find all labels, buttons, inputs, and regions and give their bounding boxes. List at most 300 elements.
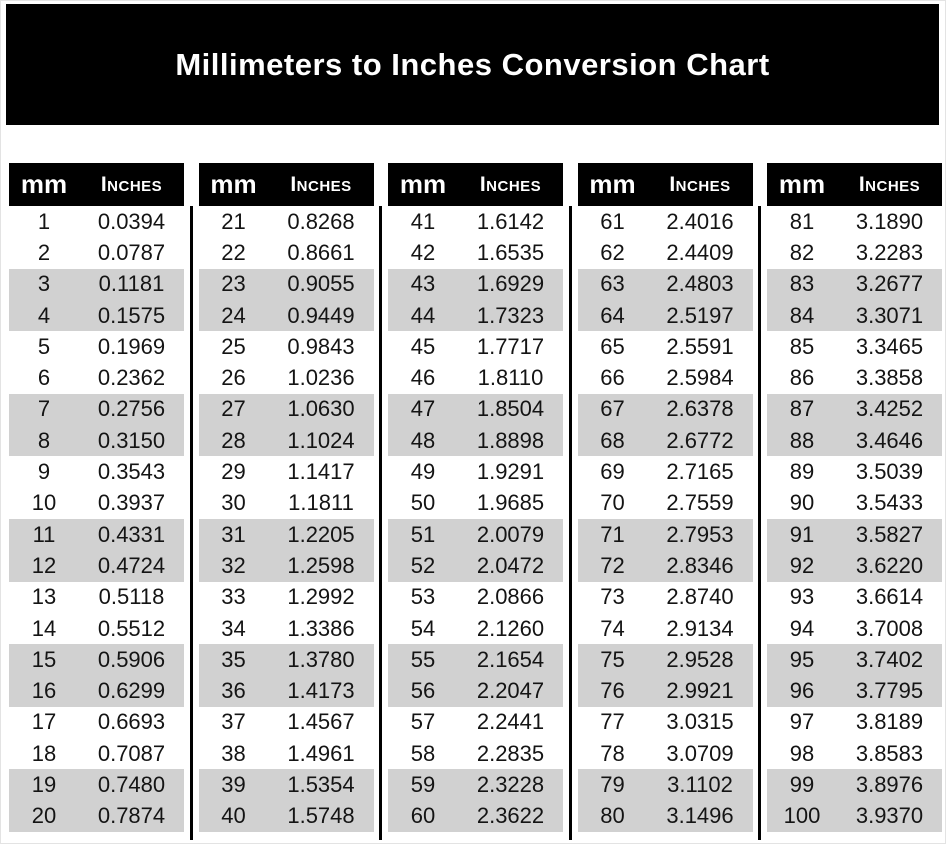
inches-value: 0.5906 (97, 646, 166, 672)
inches-value: 0.2362 (97, 365, 166, 391)
table-row (578, 425, 753, 456)
table-row (9, 269, 184, 300)
mm-value: 97 (789, 709, 815, 735)
inches-value: 2.2835 (476, 740, 545, 766)
inches-value: 1.5354 (287, 771, 355, 797)
table-rows (578, 206, 753, 832)
mm-value: 25 (221, 333, 246, 359)
mm-value: 89 (789, 459, 815, 485)
table-header (767, 163, 942, 206)
inches-value: 0.3543 (97, 459, 166, 485)
mm-value: 18 (31, 740, 57, 766)
inches-value: 2.9921 (666, 678, 734, 704)
mm-value: 12 (31, 552, 57, 578)
mm-value: 44 (410, 302, 436, 328)
table-row (199, 769, 374, 800)
table-row (388, 519, 563, 550)
mm-value: 50 (410, 490, 436, 516)
inches-value: 2.6378 (666, 396, 734, 422)
table-row (578, 300, 753, 331)
inches-value: 2.5984 (666, 365, 734, 391)
mm-value: 73 (600, 584, 625, 610)
table-row (767, 394, 942, 425)
table-row (9, 300, 184, 331)
mm-value: 29 (221, 459, 246, 485)
conversion-tables (9, 163, 942, 840)
inches-value: 1.0236 (287, 365, 355, 391)
table-row (578, 769, 753, 800)
mm-value: 64 (600, 302, 625, 328)
mm-value: 37 (221, 709, 246, 735)
mm-value: 66 (600, 365, 625, 391)
table-row (578, 675, 753, 706)
mm-value: 20 (31, 803, 57, 829)
inches-value: 3.5827 (855, 521, 924, 547)
inches-value: 1.4961 (287, 740, 355, 766)
mm-value: 60 (410, 803, 436, 829)
table-row (767, 801, 942, 832)
mm-value: 78 (600, 740, 625, 766)
table-row (578, 707, 753, 738)
inches-value: 1.2992 (287, 584, 355, 610)
mm-value: 61 (600, 208, 625, 234)
table-row (199, 331, 374, 362)
table-row (767, 675, 942, 706)
table-row (9, 769, 184, 800)
table-row (9, 519, 184, 550)
table-row (199, 456, 374, 487)
table-row (388, 644, 563, 675)
table-row (767, 456, 942, 487)
page-title: Millimeters to Inches Conversion Chart (175, 46, 770, 82)
inches-value: 2.1260 (476, 615, 545, 641)
table-rows (9, 206, 184, 832)
table-header (199, 163, 374, 206)
table-row (767, 425, 942, 456)
header-inches-label: Inches (479, 172, 542, 196)
table-row (767, 362, 942, 393)
table-row (388, 769, 563, 800)
mm-value: 13 (31, 584, 57, 610)
table-row (9, 394, 184, 425)
inches-value: 2.5197 (666, 302, 734, 328)
table-row (9, 550, 184, 581)
inches-value: 0.9843 (287, 333, 355, 359)
table-row (388, 394, 563, 425)
mm-value: 39 (221, 771, 246, 797)
inches-value: 0.8661 (287, 239, 355, 265)
table-divider (569, 206, 572, 840)
table-row (578, 456, 753, 487)
inches-value: 3.5039 (855, 459, 924, 485)
inches-value: 0.7874 (97, 803, 166, 829)
table-row (767, 237, 942, 268)
table-row (9, 801, 184, 832)
table-row (9, 707, 184, 738)
mm-value: 58 (410, 740, 436, 766)
table-row (199, 707, 374, 738)
mm-value: 34 (221, 615, 246, 641)
inches-value: 3.8976 (855, 771, 924, 797)
inches-value: 2.6772 (666, 427, 734, 453)
mm-value: 87 (789, 396, 815, 422)
mm-value: 96 (789, 678, 815, 704)
conversion-table-5 (767, 163, 942, 840)
table-row (388, 362, 563, 393)
table-row (388, 331, 563, 362)
table-row (199, 362, 374, 393)
table-divider (758, 206, 761, 840)
table-row (388, 550, 563, 581)
inches-value: 3.1890 (855, 208, 924, 234)
table-header (578, 163, 753, 206)
inches-value: 1.7717 (476, 333, 545, 359)
mm-value: 15 (31, 646, 57, 672)
inches-value: 1.1024 (287, 427, 355, 453)
table-row (9, 582, 184, 613)
inches-value: 1.2598 (287, 552, 355, 578)
table-row (9, 425, 184, 456)
mm-value: 93 (789, 584, 815, 610)
mm-value: 86 (789, 365, 815, 391)
inches-value: 0.4724 (97, 552, 166, 578)
inches-value: 2.9134 (666, 615, 734, 641)
mm-value: 52 (410, 552, 436, 578)
table-row (9, 613, 184, 644)
table-row (199, 738, 374, 769)
inches-value: 3.3465 (855, 333, 924, 359)
table-row (578, 331, 753, 362)
mm-value: 22 (221, 239, 246, 265)
mm-value: 14 (31, 615, 57, 641)
inches-value: 2.0079 (476, 521, 545, 547)
mm-value: 68 (600, 427, 625, 453)
inches-value: 3.3858 (855, 365, 924, 391)
mm-value: 74 (600, 615, 625, 641)
inches-value: 2.7165 (666, 459, 734, 485)
inches-value: 2.5591 (666, 333, 734, 359)
mm-value: 70 (600, 490, 625, 516)
inches-value: 0.7480 (97, 771, 166, 797)
table-row (388, 425, 563, 456)
table-row (767, 331, 942, 362)
inches-value: 1.1811 (288, 490, 354, 516)
table-rows (767, 206, 942, 832)
conversion-table-4 (578, 163, 753, 840)
mm-value: 51 (410, 521, 436, 547)
table-row (578, 613, 753, 644)
table-row (388, 582, 563, 613)
mm-value: 98 (789, 740, 815, 766)
inches-value: 2.8740 (666, 584, 734, 610)
mm-value: 5 (37, 333, 51, 359)
inches-value: 2.4803 (666, 271, 734, 297)
inches-value: 2.2047 (476, 678, 545, 704)
table-row (578, 738, 753, 769)
table-row (388, 488, 563, 519)
inches-value: 1.9685 (476, 490, 545, 516)
table-divider (190, 206, 193, 840)
inches-value: 0.0787 (97, 239, 166, 265)
table-row (578, 237, 753, 268)
mm-value: 77 (600, 709, 625, 735)
table-row (199, 425, 374, 456)
mm-value: 31 (221, 521, 246, 547)
table-row (767, 613, 942, 644)
table-row (9, 456, 184, 487)
mm-value: 11 (32, 521, 56, 547)
inches-value: 3.1102 (667, 771, 733, 797)
inches-value: 3.9370 (855, 803, 924, 829)
inches-value: 1.8504 (476, 396, 545, 422)
inches-value: 0.7087 (97, 740, 166, 766)
mm-value: 36 (221, 678, 246, 704)
table-row (9, 362, 184, 393)
table-row (578, 644, 753, 675)
mm-value: 32 (221, 552, 246, 578)
table-row (578, 582, 753, 613)
mm-value: 49 (410, 459, 436, 485)
table-divider (379, 206, 382, 840)
mm-value: 47 (410, 396, 436, 422)
inches-value: 0.1575 (97, 302, 166, 328)
inches-value: 0.5118 (98, 584, 165, 610)
mm-value: 21 (221, 208, 246, 234)
inches-value: 0.8268 (287, 208, 355, 234)
table-row (9, 331, 184, 362)
mm-value: 94 (789, 615, 815, 641)
table-row (388, 237, 563, 268)
title-banner (6, 4, 939, 125)
mm-value: 91 (789, 521, 815, 547)
inches-value: 1.4567 (287, 709, 355, 735)
inches-value: 2.4016 (666, 208, 734, 234)
inches-value: 3.6614 (855, 584, 924, 610)
inches-value: 3.0315 (666, 709, 734, 735)
inches-value: 3.7402 (855, 646, 924, 672)
mm-value: 8 (37, 427, 51, 453)
mm-value: 40 (221, 803, 246, 829)
table-row (199, 269, 374, 300)
header-mm-label: mm (210, 169, 257, 199)
table-row (388, 613, 563, 644)
inches-value: 0.4331 (97, 521, 166, 547)
inches-value: 2.7953 (666, 521, 734, 547)
table-row (9, 675, 184, 706)
inches-value: 3.7008 (855, 615, 924, 641)
mm-value: 85 (789, 333, 815, 359)
mm-value: 81 (789, 208, 815, 234)
header-mm-label: mm (589, 169, 636, 199)
mm-value: 24 (221, 302, 246, 328)
mm-value: 65 (600, 333, 625, 359)
mm-value: 88 (789, 427, 815, 453)
mm-value: 10 (31, 490, 57, 516)
inches-value: 3.8583 (855, 740, 924, 766)
inches-value: 1.2205 (287, 521, 355, 547)
table-row (199, 488, 374, 519)
inches-value: 1.5748 (287, 803, 355, 829)
mm-value: 69 (600, 459, 625, 485)
mm-value: 72 (600, 552, 625, 578)
table-row (199, 300, 374, 331)
table-row (199, 675, 374, 706)
mm-value: 45 (410, 333, 436, 359)
inches-value: 3.1496 (666, 803, 734, 829)
table-row (9, 644, 184, 675)
table-row (578, 550, 753, 581)
mm-value: 30 (221, 490, 246, 516)
inches-value: 0.3150 (97, 427, 166, 453)
header-inches-label: Inches (290, 172, 352, 196)
mm-value: 41 (410, 208, 436, 234)
table-row (767, 488, 942, 519)
inches-value: 3.4252 (855, 396, 924, 422)
inches-value: 3.6220 (855, 552, 924, 578)
inches-value: 1.8898 (476, 427, 545, 453)
table-row (199, 394, 374, 425)
inches-value: 2.0866 (476, 584, 545, 610)
inches-value: 2.2441 (476, 709, 545, 735)
inches-value: 3.2677 (855, 271, 924, 297)
mm-value: 80 (600, 803, 625, 829)
table-row (388, 675, 563, 706)
header-inches-label: Inches (858, 172, 921, 196)
table-row (9, 237, 184, 268)
inches-value: 1.9291 (476, 459, 545, 485)
inches-value: 2.3228 (476, 771, 545, 797)
inches-value: 0.9055 (287, 271, 355, 297)
table-row (199, 644, 374, 675)
inches-value: 1.6929 (476, 271, 545, 297)
mm-value: 23 (221, 271, 246, 297)
table-row (388, 738, 563, 769)
inches-value: 2.0472 (476, 552, 545, 578)
inches-value: 1.7323 (476, 302, 545, 328)
inches-value: 2.3622 (476, 803, 545, 829)
table-row (388, 206, 563, 237)
inches-value: 0.1969 (97, 333, 166, 359)
header-inches-label: Inches (100, 172, 163, 196)
table-row (199, 613, 374, 644)
mm-value: 3 (37, 271, 51, 297)
inches-value: 1.3780 (287, 646, 355, 672)
mm-value: 26 (221, 365, 246, 391)
table-row (388, 707, 563, 738)
table-row (767, 550, 942, 581)
conversion-table-1 (9, 163, 184, 840)
table-row (578, 394, 753, 425)
inches-value: 1.6535 (476, 239, 545, 265)
table-row (767, 269, 942, 300)
mm-value: 35 (221, 646, 246, 672)
inches-value: 3.8189 (855, 709, 924, 735)
table-row (578, 269, 753, 300)
table-row (578, 488, 753, 519)
mm-value: 48 (410, 427, 436, 453)
table-row (388, 456, 563, 487)
mm-value: 33 (221, 584, 246, 610)
mm-value: 42 (410, 239, 436, 265)
mm-value: 75 (600, 646, 625, 672)
table-row (9, 488, 184, 519)
mm-value: 9 (37, 459, 51, 485)
table-header (388, 163, 563, 206)
inches-value: 0.9449 (287, 302, 355, 328)
mm-value: 57 (410, 709, 436, 735)
conversion-table-3 (388, 163, 563, 840)
table-row (767, 582, 942, 613)
inches-value: 2.7559 (666, 490, 734, 516)
mm-value: 90 (789, 490, 815, 516)
mm-value: 59 (410, 771, 436, 797)
table-row (388, 300, 563, 331)
table-row (578, 362, 753, 393)
inches-value: 3.7795 (855, 678, 924, 704)
table-row (199, 237, 374, 268)
mm-value: 28 (221, 427, 246, 453)
header-mm-label: mm (399, 169, 447, 199)
mm-value: 27 (221, 396, 246, 422)
mm-value: 43 (410, 271, 436, 297)
table-row (9, 738, 184, 769)
table-row (388, 801, 563, 832)
mm-value: 2 (37, 239, 51, 265)
inches-value: 0.3937 (97, 490, 166, 516)
mm-value: 17 (31, 709, 57, 735)
mm-value: 71 (600, 521, 625, 547)
inches-value: 0.0394 (97, 208, 166, 234)
inches-value: 1.4173 (287, 678, 355, 704)
mm-value: 7 (37, 396, 51, 422)
inches-value: 0.5512 (97, 615, 166, 641)
table-row (9, 206, 184, 237)
inches-value: 0.1181 (98, 271, 165, 297)
mm-value: 82 (789, 239, 815, 265)
mm-value: 76 (600, 678, 625, 704)
inches-value: 2.4409 (666, 239, 734, 265)
mm-value: 67 (600, 396, 625, 422)
mm-value: 38 (221, 740, 246, 766)
mm-value: 1 (37, 208, 51, 234)
mm-value: 56 (410, 678, 436, 704)
inches-value: 3.5433 (855, 490, 924, 516)
mm-value: 55 (410, 646, 436, 672)
mm-value: 6 (37, 365, 51, 391)
inches-value: 0.6693 (97, 709, 166, 735)
table-row (578, 519, 753, 550)
inches-value: 1.6142 (476, 208, 545, 234)
table-row (767, 519, 942, 550)
table-row (199, 801, 374, 832)
header-mm-label: mm (778, 169, 826, 199)
table-row (578, 206, 753, 237)
table-row (767, 769, 942, 800)
mm-value: 92 (789, 552, 815, 578)
inches-value: 2.9528 (666, 646, 734, 672)
mm-value: 19 (31, 771, 57, 797)
mm-value: 53 (410, 584, 436, 610)
mm-value: 83 (789, 271, 815, 297)
table-row (767, 738, 942, 769)
inches-value: 1.0630 (287, 396, 355, 422)
mm-value: 84 (789, 302, 815, 328)
table-row (767, 300, 942, 331)
header-inches-label: Inches (669, 172, 731, 196)
inches-value: 3.4646 (855, 427, 924, 453)
inches-value: 2.1654 (476, 646, 545, 672)
conversion-table-2 (199, 163, 374, 840)
